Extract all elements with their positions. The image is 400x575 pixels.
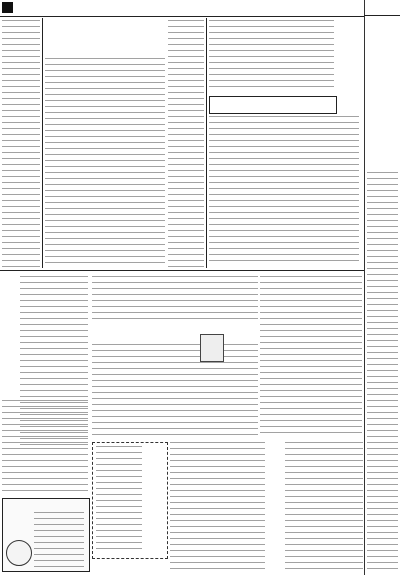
page-header [0,0,400,17]
right-strip-rule [364,15,400,16]
comic-stamp [6,540,32,566]
anxiety-body-text [96,446,142,551]
workplace-intro-text [92,276,258,321]
balcony-intro-text [209,20,334,90]
col-divider [42,18,43,268]
car4s-headline [209,96,337,114]
section-separator [0,270,364,271]
right-mid-text [260,276,362,436]
iq-side-text [170,442,265,570]
small-box-1-text [34,512,84,567]
page-number [2,2,13,13]
workplace-illustration [200,334,224,362]
ninety-body-lower [2,400,88,495]
workplace-body-text [92,344,258,439]
left-column-text [2,20,40,270]
right-strip-text [367,172,398,570]
col-divider-2 [206,18,207,268]
iq-body-text [285,442,363,570]
health-body-text [45,58,165,268]
car4s-body-text [209,116,359,266]
health-side-text [168,20,204,270]
